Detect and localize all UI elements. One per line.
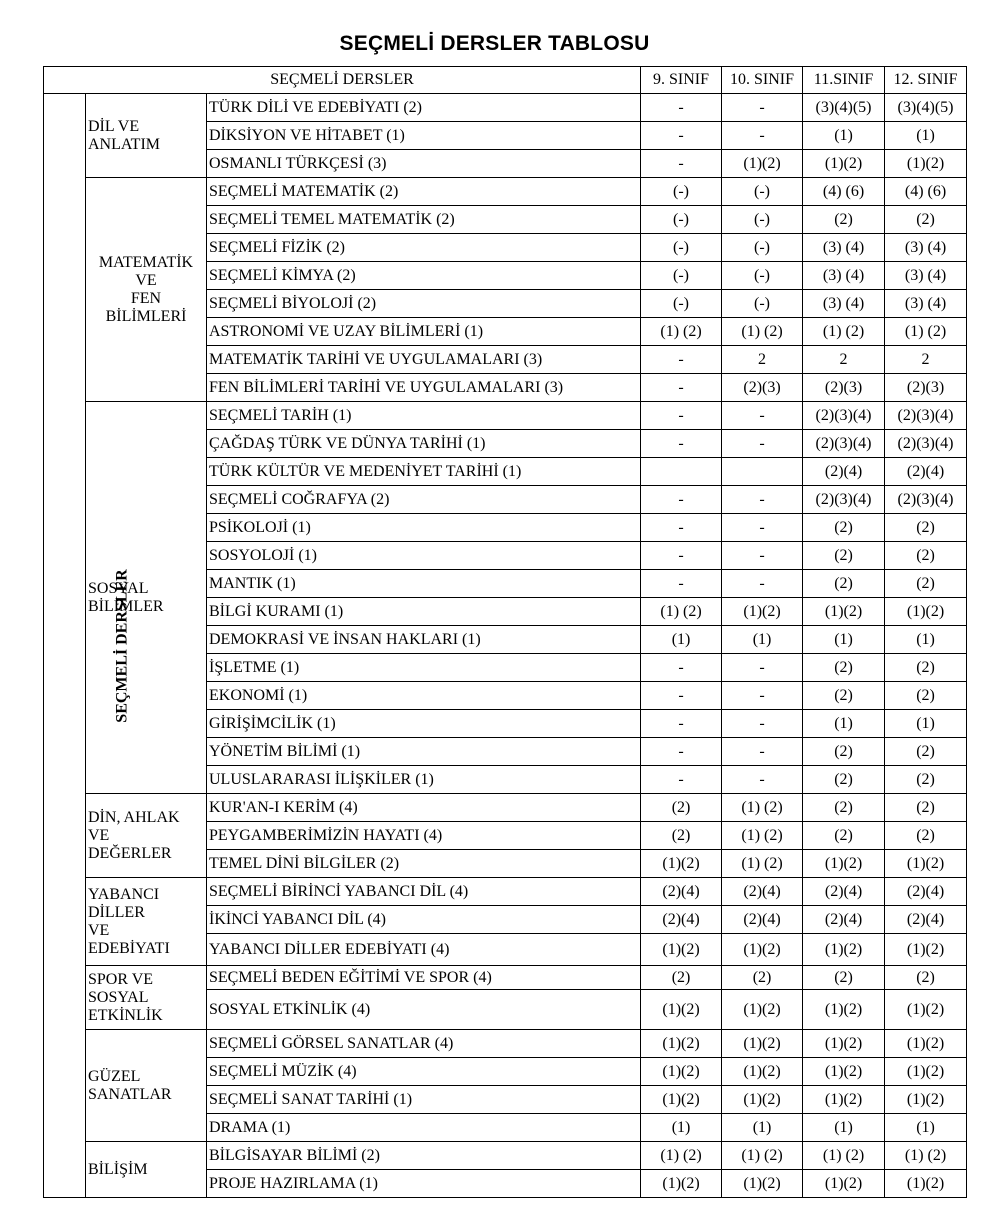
course-name: DİKSİYON VE HİTABET (1) [207,122,641,150]
grade-12-cell: (2)(3)(4) [885,486,967,514]
grade-11-cell: (2)(3)(4) [803,486,885,514]
grade-9-cell: (1) [641,1114,722,1142]
grade-11-cell: (1)(2) [803,1058,885,1086]
grade-12-cell: (1) [885,1114,967,1142]
grade-12-cell: (2) [885,654,967,682]
grade-9-cell: - [641,710,722,738]
category-label-line: BİLİMLERİ [105,307,187,325]
category-cell [86,966,207,1030]
grade-9-cell: - [641,374,722,402]
grade-10-cell [722,458,803,486]
table-row [44,794,967,822]
course-name: SEÇMELİ BEDEN EĞİTİMİ VE SPOR (4) [207,966,641,990]
grade-12-cell: (2)(3) [885,374,967,402]
grade-9-cell: (2) [641,822,722,850]
category-label-line: FEN [130,289,162,307]
grade-11-cell: (2)(3) [803,374,885,402]
grade-10-cell: (1)(2) [722,598,803,626]
course-name: KUR'AN-I KERİM (4) [207,794,641,822]
grade-12-cell: (1)(2) [885,1058,967,1086]
grade-10-cell: (-) [722,234,803,262]
course-name: PEYGAMBERİMİZİN HAYATI (4) [207,822,641,850]
grade-11-cell: (2) [803,966,885,990]
grade-12-cell: (1)(2) [885,934,967,966]
course-name: SEÇMELİ FİZİK (2) [207,234,641,262]
category-label-line: DEĞERLER [88,844,172,862]
grade-9-cell: - [641,430,722,458]
grade-9-cell: (1)(2) [641,934,722,966]
grade-10-cell: - [722,654,803,682]
course-name: SEÇMELİ TARİH (1) [207,402,641,430]
grade-9-cell: (1)(2) [641,1058,722,1086]
category-label-line: VE [135,271,157,289]
grade-11-cell: (2) [803,682,885,710]
grade-9-cell: (1) (2) [641,318,722,346]
grade-12-cell: (3) (4) [885,234,967,262]
header-grade-11: 11.SINIF [803,67,885,94]
grade-9-cell: (1)(2) [641,1030,722,1058]
course-name: PSİKOLOJİ (1) [207,514,641,542]
category-label-line: ETKİNLİK [88,1006,163,1024]
grade-11-cell: (2)(4) [803,906,885,934]
grade-9-cell: (1)(2) [641,1086,722,1114]
grade-11-cell: (1)(2) [803,150,885,178]
course-name: TÜRK KÜLTÜR VE MEDENİYET TARİHİ (1) [207,458,641,486]
grade-10-cell: (1)(2) [722,1170,803,1198]
grade-9-cell: - [641,346,722,374]
grade-9-cell: (1)(2) [641,850,722,878]
grade-9-cell: (2) [641,794,722,822]
grade-10-cell: 2 [722,346,803,374]
grade-12-cell: (2) [885,570,967,598]
grade-9-cell: - [641,514,722,542]
category-cell [86,1030,207,1142]
grade-10-cell: (1) (2) [722,794,803,822]
grade-10-cell: - [722,682,803,710]
grade-12-cell: (2) [885,966,967,990]
grade-9-cell: (2)(4) [641,878,722,906]
grade-11-cell: (3)(4)(5) [803,94,885,122]
course-name: ULUSLARARASI İLİŞKİLER (1) [207,766,641,794]
category-cell [86,878,207,966]
category-label-line: YABANCI [88,885,160,903]
category-label-line: DİN, AHLAK [88,808,180,826]
grade-11-cell: (2) [803,206,885,234]
grade-9-cell: - [641,766,722,794]
grade-11-cell: 2 [803,346,885,374]
grade-10-cell: (1)(2) [722,1030,803,1058]
grade-10-cell: (1) (2) [722,850,803,878]
course-name: YÖNETİM BİLİMİ (1) [207,738,641,766]
grade-9-cell [641,458,722,486]
course-name: GİRİŞİMCİLİK (1) [207,710,641,738]
category-label-line: DİL VE [88,117,140,135]
grade-9-cell: (1) (2) [641,598,722,626]
grade-10-cell: (1) (2) [722,822,803,850]
grade-9-cell: - [641,122,722,150]
grade-11-cell: (1) (2) [803,1142,885,1170]
grade-10-cell: (2)(4) [722,878,803,906]
grade-11-cell: (3) (4) [803,290,885,318]
grade-10-cell: (1) [722,626,803,654]
grade-12-cell: (1) [885,626,967,654]
grade-12-cell: (3) (4) [885,262,967,290]
course-name: SEÇMELİ BİRİNCİ YABANCI DİL (4) [207,878,641,906]
category-cell [86,178,207,402]
course-name: YABANCI DİLLER EDEBİYATI (4) [207,934,641,966]
grade-10-cell: - [722,94,803,122]
grade-11-cell: (4) (6) [803,178,885,206]
category-label-line: MATEMATİK [98,253,194,271]
grade-9-cell: - [641,738,722,766]
grade-10-cell: - [722,486,803,514]
grade-9-cell: (-) [641,262,722,290]
grade-11-cell: (1) [803,710,885,738]
grade-12-cell: (1)(2) [885,598,967,626]
grade-10-cell: - [722,766,803,794]
category-label-line: BİLİŞİM [88,1160,148,1178]
grade-9-cell: (1) (2) [641,1142,722,1170]
table-row [44,1030,967,1058]
category-label-line: DİLLER [88,903,145,921]
grade-10-cell: (1)(2) [722,990,803,1030]
table-row [44,402,967,430]
course-name: İŞLETME (1) [207,654,641,682]
course-name: DRAMA (1) [207,1114,641,1142]
grade-9-cell: - [641,486,722,514]
elective-courses-table [43,66,967,1198]
grade-12-cell: (2) [885,206,967,234]
category-label-line: GÜZEL [88,1067,141,1085]
grade-12-cell: (2) [885,794,967,822]
grade-9-cell: (-) [641,290,722,318]
course-name: OSMANLI TÜRKÇESİ (3) [207,150,641,178]
grade-10-cell: (-) [722,178,803,206]
grade-11-cell: (1)(2) [803,1086,885,1114]
course-name: SEÇMELİ COĞRAFYA (2) [207,486,641,514]
grade-12-cell: (2)(4) [885,458,967,486]
grade-10-cell: (1) [722,1114,803,1142]
grade-11-cell: (1) [803,122,885,150]
grade-12-cell: (1) (2) [885,1142,967,1170]
grade-11-cell: (1) (2) [803,318,885,346]
course-name: BİLGİ KURAMI (1) [207,598,641,626]
grade-12-cell: (1) [885,710,967,738]
grade-12-cell: (2)(3)(4) [885,430,967,458]
header-grade-10: 10. SINIF [722,67,803,94]
grade-10-cell: (2) [722,966,803,990]
grade-10-cell: - [722,738,803,766]
grade-12-cell: (1)(2) [885,1170,967,1198]
table-row [44,1142,967,1170]
grade-12-cell: (2) [885,542,967,570]
grade-10-cell: (1)(2) [722,150,803,178]
grade-12-cell: (1)(2) [885,990,967,1030]
course-name: SOSYOLOJİ (1) [207,542,641,570]
course-name: FEN BİLİMLERİ TARİHİ VE UYGULAMALARI (3) [207,374,641,402]
grade-12-cell: (3) (4) [885,290,967,318]
grade-9-cell: (1)(2) [641,990,722,1030]
grade-9-cell: (1) [641,626,722,654]
header-grade-9: 9. SINIF [641,67,722,94]
course-name: BİLGİSAYAR BİLİMİ (2) [207,1142,641,1170]
category-cell [86,1142,207,1198]
header-grade-12: 12. SINIF [885,67,967,94]
header-courses: SEÇMELİ DERSLER [44,67,641,94]
grade-10-cell: (1) (2) [722,1142,803,1170]
grade-9-cell: - [641,654,722,682]
grade-10-cell: - [722,514,803,542]
category-label-line: VE [88,921,110,939]
grade-10-cell: (-) [722,206,803,234]
table-row [44,966,967,990]
grade-9-cell: (1)(2) [641,1170,722,1198]
category-label-line: BİLİMLER [88,597,164,615]
grade-9-cell: - [641,150,722,178]
course-name: SEÇMELİ BİYOLOJİ (2) [207,290,641,318]
grade-12-cell: 2 [885,346,967,374]
grade-12-cell: (1) (2) [885,318,967,346]
grade-10-cell: (-) [722,290,803,318]
grade-12-cell: (2) [885,766,967,794]
category-label-line: SOSYAL [88,988,149,1006]
course-name: SEÇMELİ MATEMATİK (2) [207,178,641,206]
course-name: SEÇMELİ GÖRSEL SANATLAR (4) [207,1030,641,1058]
grade-11-cell: (2)(3)(4) [803,430,885,458]
grade-12-cell: (2) [885,822,967,850]
course-name: MATEMATİK TARİHİ VE UYGULAMALARI (3) [207,346,641,374]
grade-11-cell: (2) [803,514,885,542]
grade-11-cell: (2) [803,822,885,850]
course-name: SEÇMELİ KİMYA (2) [207,262,641,290]
grade-9-cell: (-) [641,206,722,234]
grade-9-cell: - [641,402,722,430]
grade-10-cell: - [722,570,803,598]
category-label-line: VE [88,826,110,844]
course-name: TEMEL DİNİ BİLGİLER (2) [207,850,641,878]
grade-9-cell: - [641,682,722,710]
grade-12-cell: (4) (6) [885,178,967,206]
grade-12-cell: (2) [885,682,967,710]
table-row [44,94,967,122]
grade-11-cell: (1) [803,626,885,654]
grade-10-cell: (1)(2) [722,934,803,966]
course-name: SOSYAL ETKİNLİK (4) [207,990,641,1030]
course-name: ASTRONOMİ VE UZAY BİLİMLERİ (1) [207,318,641,346]
grade-11-cell: (2)(4) [803,458,885,486]
grade-11-cell: (1)(2) [803,1030,885,1058]
course-name: PROJE HAZIRLAMA (1) [207,1170,641,1198]
course-name: EKONOMİ (1) [207,682,641,710]
table-row [44,178,967,206]
grade-11-cell: (1)(2) [803,1170,885,1198]
grade-9-cell: (-) [641,178,722,206]
category-cell [86,94,207,178]
grade-10-cell: (1)(2) [722,1086,803,1114]
course-name: DEMOKRASİ VE İNSAN HAKLARI (1) [207,626,641,654]
grade-11-cell: (2) [803,794,885,822]
course-name: SEÇMELİ MÜZİK (4) [207,1058,641,1086]
course-name: ÇAĞDAŞ TÜRK VE DÜNYA TARİHİ (1) [207,430,641,458]
category-cell [86,794,207,878]
grade-11-cell: (2) [803,570,885,598]
category-label-line: EDEBİYATI [88,939,170,957]
course-name: SEÇMELİ TEMEL MATEMATİK (2) [207,206,641,234]
grade-10-cell: (1)(2) [722,1058,803,1086]
grade-10-cell: (1) (2) [722,318,803,346]
side-label: SEÇMELİ DERSLER [113,568,131,723]
grade-9-cell: - [641,94,722,122]
grade-9-cell: - [641,542,722,570]
category-label-line: SPOR VE [88,970,154,988]
grade-12-cell: (2)(3)(4) [885,402,967,430]
grade-11-cell: (3) (4) [803,234,885,262]
grade-10-cell: - [722,122,803,150]
grade-11-cell: (2) [803,542,885,570]
grade-10-cell: - [722,710,803,738]
grade-9-cell: (2) [641,966,722,990]
grade-11-cell: (1)(2) [803,598,885,626]
grade-11-cell: (1) [803,1114,885,1142]
grade-12-cell: (2) [885,514,967,542]
grade-11-cell: (2) [803,766,885,794]
grade-11-cell: (2)(4) [803,878,885,906]
table-row [44,878,967,906]
grade-10-cell: (2)(3) [722,374,803,402]
table-body [44,67,967,1198]
grade-12-cell: (2) [885,738,967,766]
grade-11-cell: (2) [803,654,885,682]
grade-10-cell: - [722,430,803,458]
category-label-line: SANATLAR [88,1085,172,1103]
grade-11-cell: (2) [803,738,885,766]
grade-12-cell: (3)(4)(5) [885,94,967,122]
grade-12-cell: (1)(2) [885,1086,967,1114]
category-label-line: SOSYAL [88,579,149,597]
grade-11-cell: (1)(2) [803,850,885,878]
grade-9-cell: (2)(4) [641,906,722,934]
grade-10-cell: (-) [722,262,803,290]
course-name: MANTIK (1) [207,570,641,598]
grade-10-cell: - [722,542,803,570]
grade-11-cell: (3) (4) [803,262,885,290]
grade-9-cell: (-) [641,234,722,262]
grade-11-cell: (1)(2) [803,934,885,966]
grade-10-cell: - [722,402,803,430]
page-title: SEÇMELİ DERSLER TABLOSU [339,32,650,55]
grade-11-cell: (1)(2) [803,990,885,1030]
grade-12-cell: (2)(4) [885,878,967,906]
grade-12-cell: (1) [885,122,967,150]
grade-10-cell: (2)(4) [722,906,803,934]
grade-11-cell: (2)(3)(4) [803,402,885,430]
grade-12-cell: (2)(4) [885,906,967,934]
category-cell [86,402,207,794]
course-name: SEÇMELİ SANAT TARİHİ (1) [207,1086,641,1114]
category-label-line: ANLATIM [88,135,160,153]
grade-12-cell: (1)(2) [885,150,967,178]
course-name: İKİNCİ YABANCI DİL (4) [207,906,641,934]
course-name: TÜRK DİLİ VE EDEBİYATI (2) [207,94,641,122]
grade-9-cell: - [641,570,722,598]
grade-12-cell: (1)(2) [885,1030,967,1058]
grade-12-cell: (1)(2) [885,850,967,878]
header-row [44,67,967,94]
